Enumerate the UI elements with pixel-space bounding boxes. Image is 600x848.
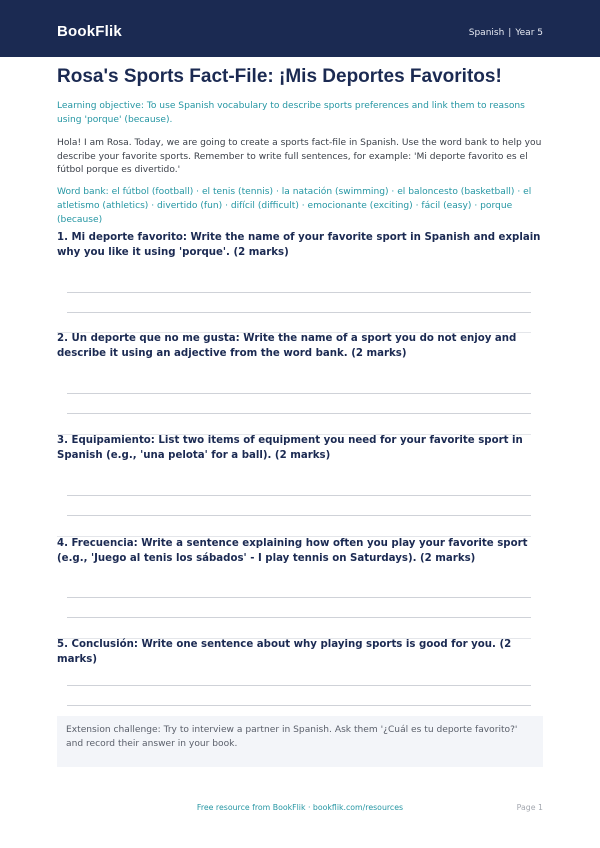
footer-link[interactable]: Free resource from BookFlik · bookflik.com/resources xyxy=(196,803,404,812)
question-3: 3. Equipamiento: List two items of equipment you need for your favorite sport in Spanish (e.g., 'una pelota' for a ball). (2 marks) xyxy=(57,435,523,461)
year-label: Year 5 xyxy=(515,28,543,38)
answer-line[interactable] xyxy=(67,597,531,598)
answer-line[interactable] xyxy=(67,685,531,686)
header-bar xyxy=(0,0,600,57)
extension-challenge xyxy=(57,716,543,767)
page-number: Page 1 xyxy=(516,803,543,812)
page-title: Rosa's Sports Fact-File: ¡Mis Deportes Favoritos! xyxy=(57,66,502,87)
question-2: 2. Un deporte que no me gusta: Write the name of a sport you do not enjoy and describe it using an adjective from the word bank. (2 marks) xyxy=(57,333,517,359)
intro-text: Hola! I am Rosa. Today, we are going to create a sports fact-file in Spanish. Use the word bank to help you describe your favorite sports. Remember to write full sentences, for example: 'Mi deporte favorito es el fútbol porque es divertido.' xyxy=(57,138,542,175)
answer-line[interactable] xyxy=(67,292,531,293)
question-1: 1. Mi deporte favorito: Write the name of your favorite sport in Spanish and explain why you like it using 'porque'. (2 marks) xyxy=(57,232,541,258)
question-5: 5. Conclusión: Write one sentence about why playing sports is good for you. (2 marks) xyxy=(57,639,512,665)
header-meta xyxy=(469,28,543,38)
subject-label: Spanish xyxy=(468,28,505,38)
word-bank: Word bank: el fútbol (football) · el tenis (tennis) · la natación (swimming) · el baloncesto (basketball) · el atletismo (athletics) · divertido (fun) · difícil (difficult) · emocionante (exciting) · fácil (easy) · porque (because) xyxy=(57,187,532,225)
brand-logo[interactable]: BookFlik xyxy=(57,23,122,40)
answer-line[interactable] xyxy=(67,312,531,313)
extension-text: Extension challenge: Try to interview a partner in Spanish. Ask them '¿Cuál es tu deporte favorito?' and record their answer in your book. xyxy=(66,725,518,749)
answer-line[interactable] xyxy=(67,705,531,706)
answer-line[interactable] xyxy=(67,413,531,414)
question-4: 4. Frecuencia: Write a sentence explaining how often you play your favorite sport (e.g., 'Juego al tenis los sábados' - I play tennis on Saturdays). (2 marks) xyxy=(57,538,528,564)
answer-line[interactable] xyxy=(67,617,531,618)
answer-line[interactable] xyxy=(67,495,531,496)
answer-line[interactable] xyxy=(67,393,531,394)
learning-objective: Learning objective: To use Spanish vocabulary to describe sports preferences and link them to reasons using 'porque' (because). xyxy=(57,101,525,125)
meta-separator: | xyxy=(508,28,512,38)
answer-line[interactable] xyxy=(67,515,531,516)
